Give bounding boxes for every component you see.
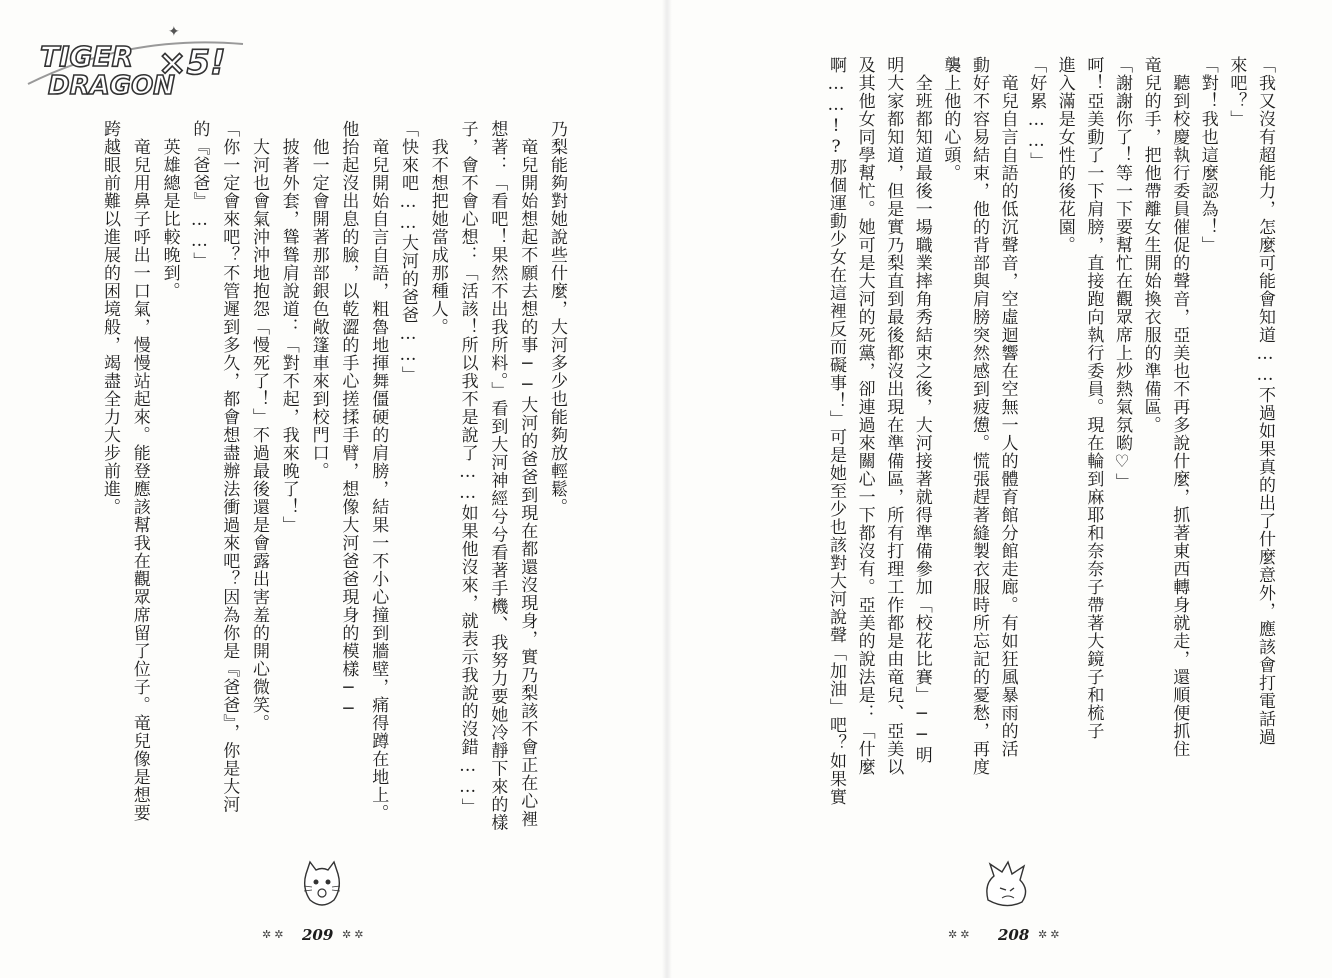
text-column: 來吧？」 [1226,56,1247,128]
text-column: 「對！我也這麼認為！」 [1197,56,1218,254]
stars-decoration-right-2: ✲✲ [1038,928,1063,941]
text-column: 竜兒開始想起不願去想的事──大河的爸爸到現在都還沒現身，實乃梨該不會正在心裡 [517,120,538,828]
text-column: 竜兒自言自語的低沉聲音，空虛迴響在空無一人的體育館分館走廊。有如狂風暴雨的活 [997,56,1018,758]
text-column: 啊……!?那個運動少女在這裡反而礙事！」可是她至少也該對大河說聲「加油」吧？如果實 [826,56,846,806]
logo-line1: TIGER [40,40,134,73]
text-column: 竜兒的手，把他帶離女生開始換衣服的準備區。 [1140,56,1161,434]
text-column: 「快來吧……大河的爸爸……」 [398,120,418,384]
text-column: 竜兒用鼻子呼出一口氣，慢慢站起來。能登應該幫我在觀眾席留了位子。竜兒像是想要 [129,120,150,822]
text-column: 乃梨能夠對她說些什麼，大河多少也能夠放輕鬆。 [547,120,567,516]
page-number-right: 208 [998,926,1030,944]
text-column: 進入滿是女性的後花園。 [1054,56,1075,254]
cat-mascot-icon [300,860,344,912]
text-column: 全班都知道最後一場職業摔角秀結束之後，大河接著就得準備參加「校花比賽」──明 [911,56,932,764]
text-column: 「謝謝你了！等一下要幫忙在觀眾席上炒熱氣氛喲♡」 [1112,56,1132,491]
text-column: 明大家都知道，但是實乃梨直到最後都沒出現在準備區，所有打理工作都是由竜兒、亞美以 [883,56,904,776]
logo-line2: DRAGON [48,71,175,101]
stars-decoration-left-2: ✲✲ [342,928,367,941]
text-column: 跨越眼前難以進展的困境般，竭盡全力大步前進。 [100,120,120,516]
text-column: 想著：「看吧！果然不出我所料。」看到大河神經兮兮看著手機、我努力要她冷靜下來的樣 [487,120,508,832]
text-column: 我不想把她當成那種人。 [427,120,448,336]
text-column: 竜兒開始自言自語，粗魯地揮舞僵硬的肩膀，結果一不小心撞到牆壁，痛得蹲在地上。 [368,120,389,822]
dragon-mascot-icon [980,860,1034,910]
text-column: 襲上他的心頭。 [940,56,961,182]
stars-decoration-left: ✲✲ [262,928,287,941]
text-column: 「我又沒有超能力，怎麼可能會知道……不過如果真的出了什麼意外，應該會打電話過 [1255,56,1275,746]
page-number-left: 209 [302,926,334,944]
text-column: 英雄總是比較晚到。 [159,120,180,300]
text-column: 及其他女同學幫忙。她可是大河的死黨，卻連過來關心一下都沒有。亞美的說法是：「什麼 [854,56,875,776]
text-column: 聽到校慶執行委員催促的聲音，亞美也不再多說什麼，抓著東西轉身就走，還順便抓住 [1169,56,1190,758]
logo-mark: ×5! [158,43,226,83]
text-column: 他抬起沒出息的臉，以乾澀的手心搓揉手臂，想像大河爸爸現身的模樣── [338,120,359,720]
tiger-dragon-logo [18,14,248,104]
text-column: 動好不容易結束，他的背部與肩膀突然感到疲憊。慌張趕著縫製衣服時所忘記的憂愁，再度 [969,56,989,776]
text-column: 子，會不會心想：「活該！所以我不是說了……如果他沒來，就表示我說的沒錯……」 [457,120,478,816]
text-column: 「你一定會來吧？不管遲到多久，都會想盡辦法衝過來吧？因為你是『爸爸』，你是大河 [219,120,240,814]
text-column: 呵！亞美動了一下肩膀，直接跑向執行委員。現在輪到麻耶和奈奈子帶著大鏡子和梳子 [1083,56,1104,740]
text-column: 的『爸爸』……」 [189,120,210,270]
text-column: 披著外套，聳聳肩說道：「對不起，我來晚了！」 [278,120,299,534]
page-gutter [662,0,672,978]
text-column: 大河也會氣沖沖地抱怨「慢死了！」不過最後還是會露出害羞的開心微笑。 [249,120,269,732]
star-icon: ✦ [168,24,180,40]
text-column: 「好累……」 [1026,56,1047,170]
stars-decoration-right: ✲✲ [948,928,973,941]
text-column: 他一定會開著那部銀色敞篷車來到校門口。 [308,120,329,480]
